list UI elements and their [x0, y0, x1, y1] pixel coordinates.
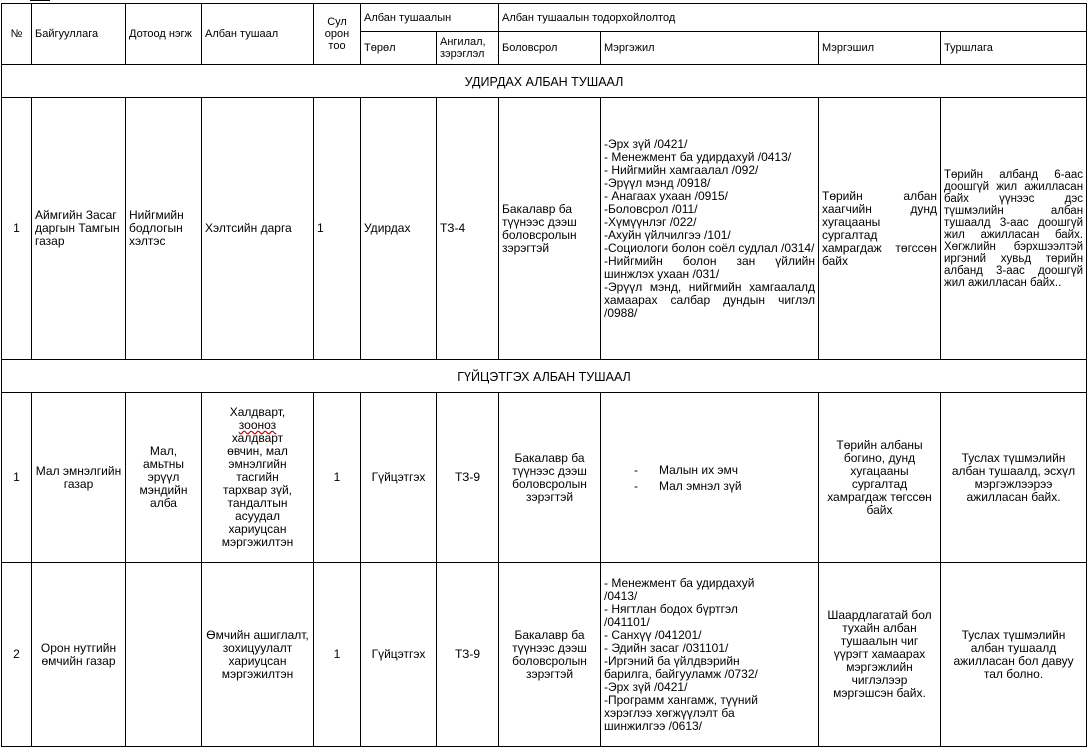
list-item: -Ахуйн үйлчилгээ /101/	[604, 227, 731, 242]
row-seats: 1	[314, 393, 361, 563]
header-type: Төрөл	[361, 32, 437, 65]
header-num: №	[2, 4, 32, 65]
list-item: - Нийгмийн хамгаалал /092/	[604, 162, 759, 177]
position-line: асуудал	[235, 509, 280, 523]
row-profession-list	[601, 393, 819, 563]
row-experience: Төрийн албанд 6-аас доошгүй жил ажилласан байх үүнээс дэс түшмэлийн албан тушаалд 3-аас доошгүй жил ажилласан байх. Хөгжлийн бэрхшээлтэй иргэний хувьд төрийн албанд 3-аас доошгүй жил ажилласан байх..	[941, 98, 1087, 360]
table-row	[2, 393, 1087, 563]
row-type: Удирдах	[361, 98, 437, 360]
row-org: Орон нутгийн өмчийн газар	[32, 563, 126, 747]
row-class: ТЗ-9	[437, 563, 499, 747]
list-item: /041101/	[604, 614, 650, 629]
position-line: тандалтын	[227, 496, 288, 510]
row-type: Гүйцэтгэх	[361, 393, 437, 563]
position-line: өвчин, мал	[227, 444, 288, 458]
list-item: -Боловсрол /011/	[604, 201, 698, 216]
header-position-group: Албан тушаалын	[361, 4, 499, 32]
row-education: Бакалавр ба түүнээс дээш боловсролын зэрэгтэй	[499, 98, 601, 360]
row-type: Гүйцэтгэх	[361, 563, 437, 747]
list-item: -Социологи болон соёл судлал /0314/	[604, 240, 815, 255]
row-skill: Төрийн албан хаагчийн дунд хугацааны сургалтад хамрагдаж төгссөн байх	[819, 98, 941, 360]
row-profession-list	[601, 98, 819, 360]
header-profession: Мэргэжил	[601, 32, 819, 65]
row-org: Аймгийн Засаг даргын Тамгын газар	[32, 98, 126, 360]
section-management: УДИРДАХ АЛБАН ТУШААЛ	[2, 65, 1087, 98]
vacancy-table	[1, 3, 1087, 747]
header-org: Байгууллага	[32, 4, 126, 65]
row-class: ТЗ-9	[437, 393, 499, 563]
list-item: - Нягтлан бодох бүртгэл	[604, 601, 738, 616]
row-seats: 1	[314, 563, 361, 747]
header-experience: Туршлага	[941, 32, 1087, 65]
row-position: Хэлтсийн дарга	[202, 98, 314, 360]
list-item: -Эрх зүй /0421/	[604, 136, 688, 151]
position-line: тасгийн	[236, 470, 279, 484]
top-rule	[30, 0, 50, 1]
list-item: -Эрх зүй /0421/	[604, 679, 688, 694]
position-line: хариуцсан	[228, 522, 287, 536]
position-line: тархвар зүй,	[222, 483, 293, 497]
row-experience: Туслах түшмэлийн албан тушаалд ажилласан бол давуу тал болно.	[941, 563, 1087, 747]
row-skill: Шаардлагатай бол тухайн албан тушаалын чиг үүрэгт хамаарах мэргэжлийн чиглэлээр мэргэшсэн байх.	[819, 563, 941, 747]
list-item: -Нийгмийн болон зан үйлийн шинжлэх ухаан /031/	[604, 253, 815, 281]
position-line: эмнэлгийн	[228, 457, 287, 471]
position-line: Халдварт,	[229, 405, 286, 419]
table-row	[2, 98, 1087, 360]
row-num: 2	[2, 563, 32, 747]
header-position: Албан тушаал	[202, 4, 314, 65]
position-line: мэргэжилтэн	[221, 535, 294, 549]
row-org: Мал эмнэлгийн газар	[32, 393, 126, 563]
header-skill: Мэргэшил	[819, 32, 941, 65]
row-profession-list	[601, 563, 819, 747]
section-row-executive	[2, 360, 1087, 393]
row-experience: Туслах түшмэлийн албан тушаалд, эсхүл мэргэжлээрээ ажилласан байх.	[941, 393, 1087, 563]
header-class: Ангилал, зэрэглэл	[437, 32, 499, 65]
header-seats: Сул орон тоо	[314, 4, 361, 65]
row-unit: Мал, амьтны эрүүл мэндийн алба	[126, 393, 202, 563]
list-item: -Иргэний ба үйлдвэрийн	[604, 653, 740, 668]
row-num: 1	[2, 393, 32, 563]
list-item: - Анагаах ухаан /0915/	[604, 188, 728, 203]
row-position: Өмчийн ашиглалт, зохицуулалт хариуцсан мэргэжилтэн	[202, 563, 314, 747]
row-unit	[126, 563, 202, 747]
list-item: - Мал эмнэл зүй	[604, 478, 815, 494]
row-education: Бакалавр ба түүнээс дээш боловсролын зэрэгтэй	[499, 563, 601, 747]
list-item: - Малын их эмч	[604, 462, 815, 478]
row-class: ТЗ-4	[437, 98, 499, 360]
position-line: халдварт	[231, 431, 284, 445]
position-line: зооноз	[238, 418, 277, 432]
list-item: -Эрүүл мэнд, нийгмийн хамгаалалд хамаарах салбар дундын чиглэл /0988/	[604, 279, 815, 320]
list-item: /0413/	[604, 588, 638, 603]
row-seats: 1	[314, 98, 361, 360]
list-item: - Эдийн засаг /031101/	[604, 640, 729, 655]
table-row	[2, 563, 1087, 747]
list-item: шинжилгээ /0613/	[604, 718, 703, 733]
list-item: - Менежмент ба удирдахуй /0413/	[604, 149, 792, 164]
header-unit: Дотоод нэгж	[126, 4, 202, 65]
list-item: - Санхүү /041201/	[604, 627, 702, 642]
list-item: барилга, байгууламж /0732/	[604, 666, 758, 681]
header-requirements-group: Албан тушаалын тодорхойлолтод	[499, 4, 1087, 32]
list-item: - Менежмент ба удирдахуй	[604, 575, 755, 590]
header-row-1	[2, 4, 1087, 32]
list-item: хэрэглээ хөгжүүлэлт ба	[604, 705, 735, 720]
row-num: 1	[2, 98, 32, 360]
section-executive: ГҮЙЦЭТГЭХ АЛБАН ТУШААЛ	[2, 360, 1087, 393]
list-item: -Хүмүүнлэг /022/	[604, 214, 697, 229]
list-item: -Эрүүл мэнд /0918/	[604, 175, 711, 190]
row-unit: Нийгмийн бодлогын хэлтэс	[126, 98, 202, 360]
list-item: -Программ хангамж, түүний	[604, 692, 758, 707]
section-row-management	[2, 65, 1087, 98]
row-skill: Төрийн албаны богино, дунд хугацааны сургалтад хамрагдаж төгссөн байх	[819, 393, 941, 563]
row-position	[202, 393, 314, 563]
header-education: Боловсрол	[499, 32, 601, 65]
row-education: Бакалавр ба түүнээс дээш боловсролын зэрэгтэй	[499, 393, 601, 563]
